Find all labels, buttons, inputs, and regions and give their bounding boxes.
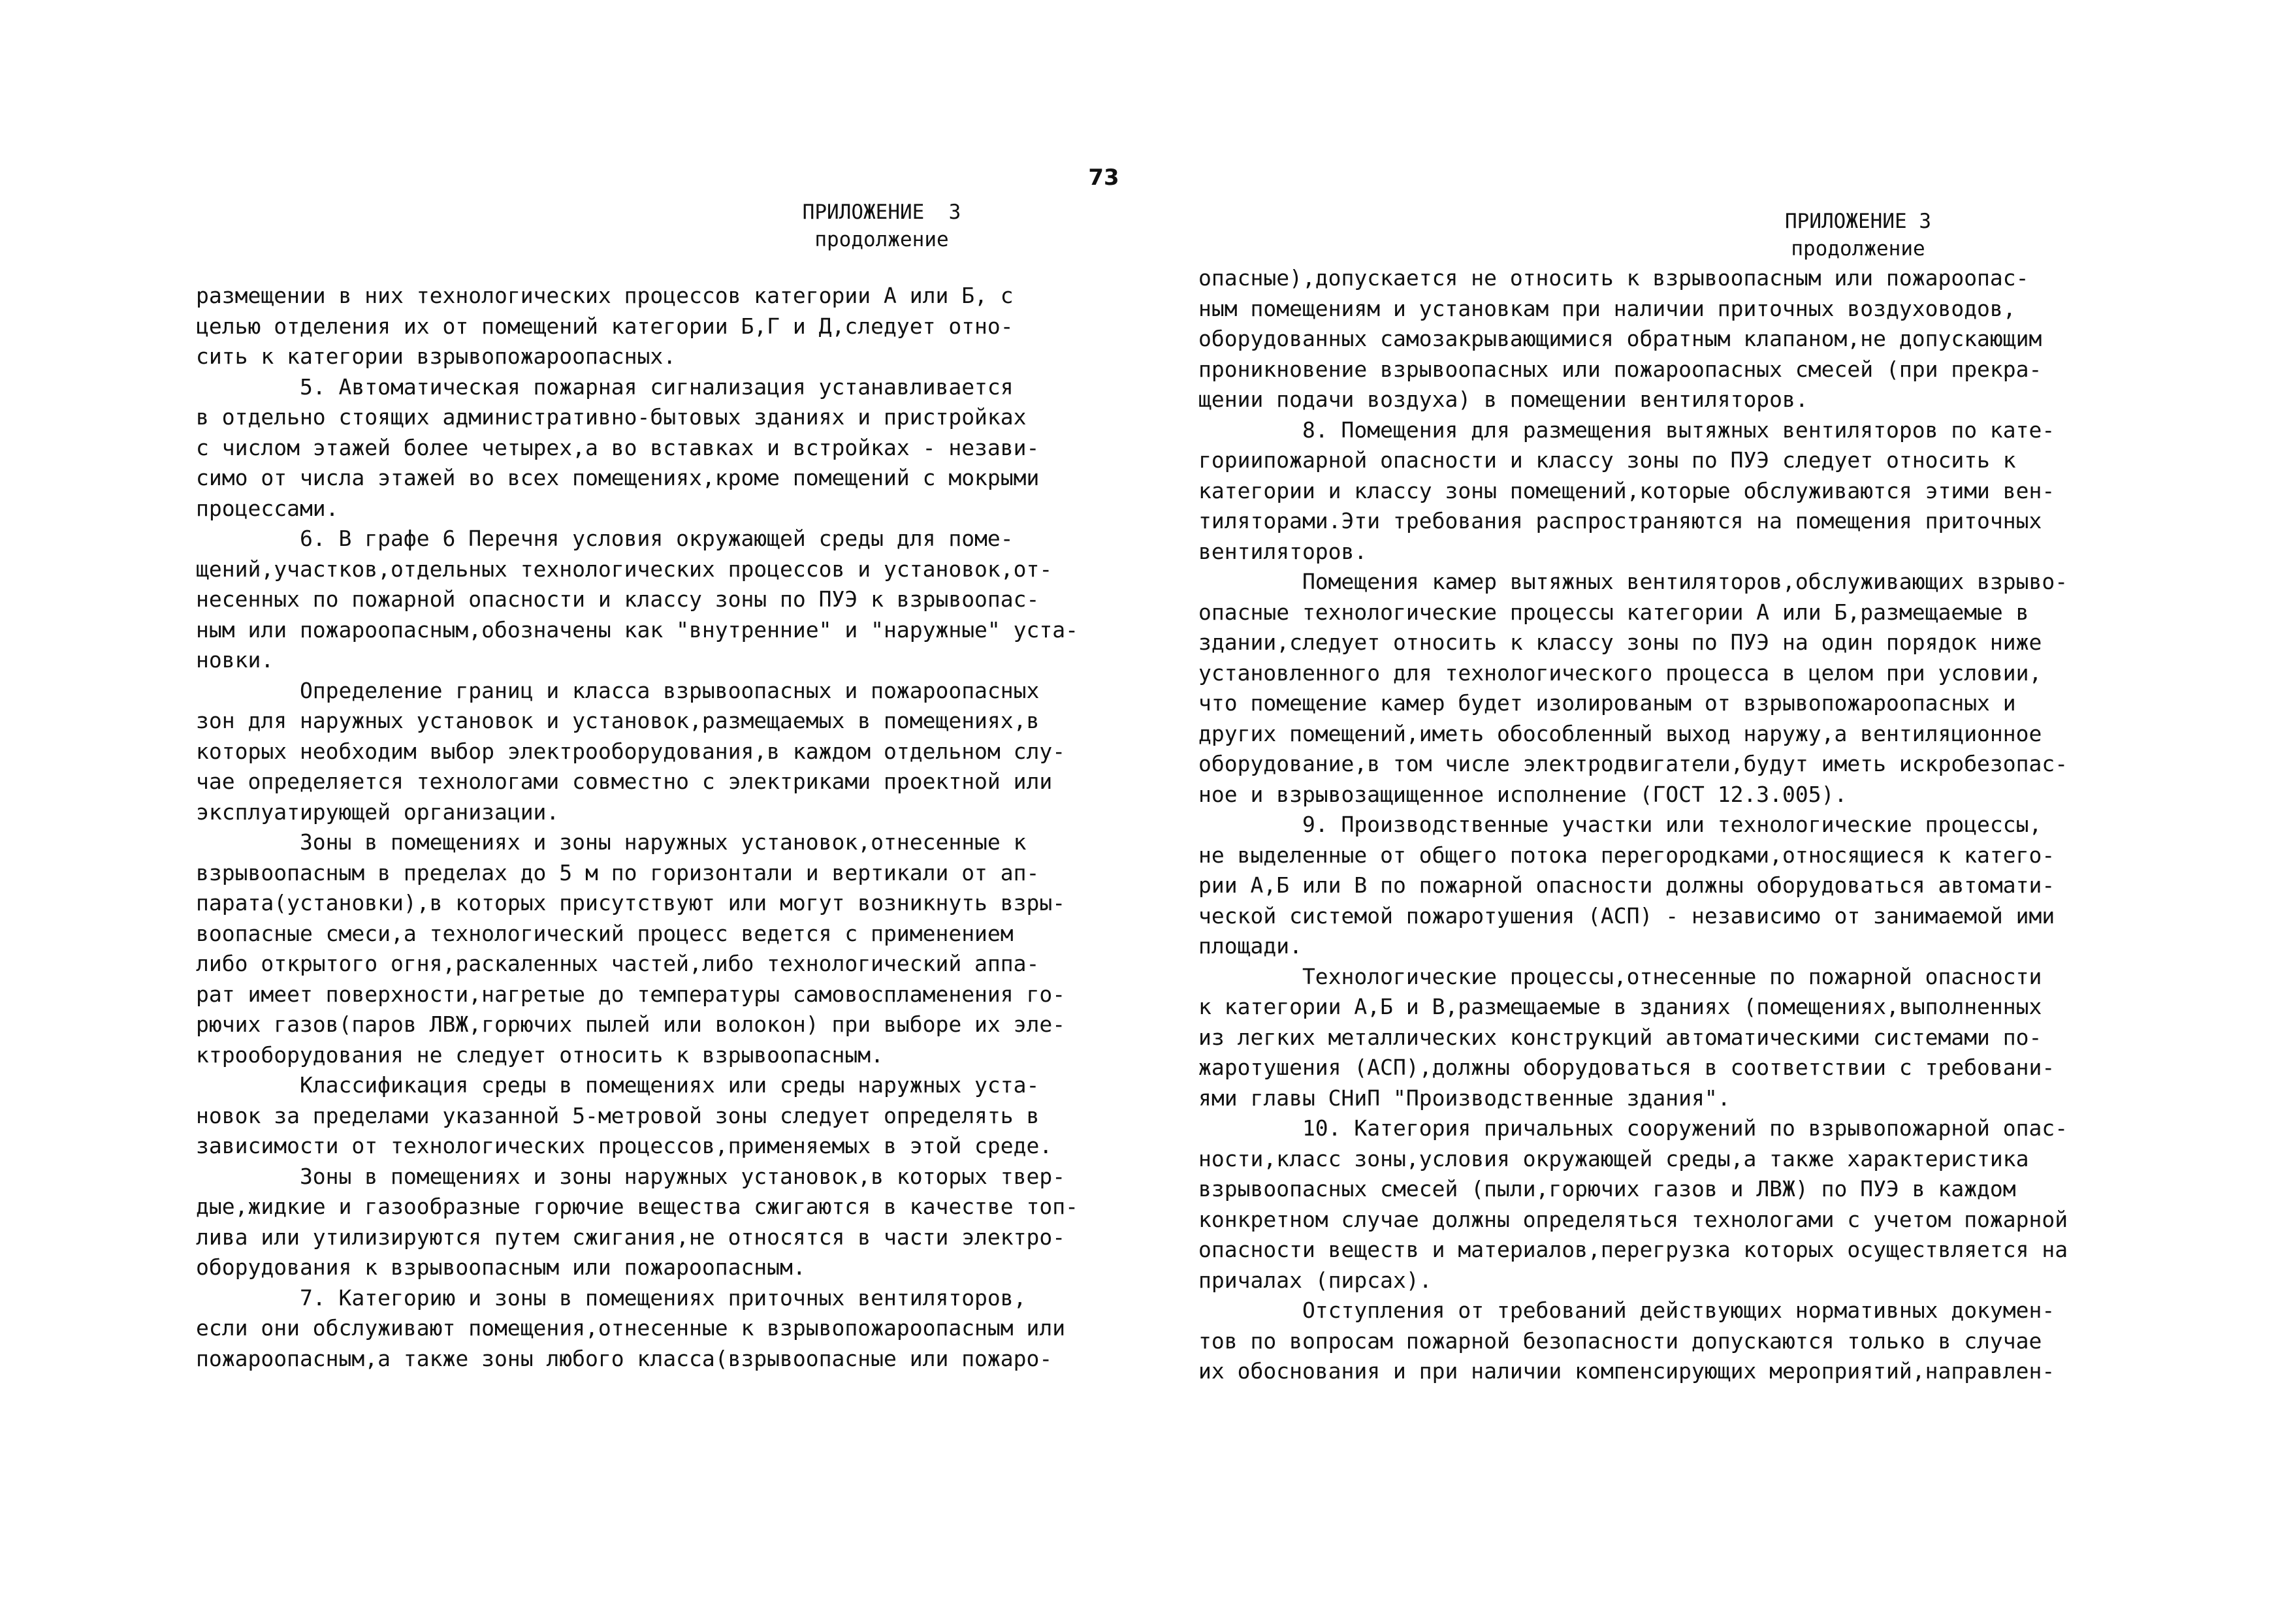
text-line: 7. Категорию и зоны в помещениях приточных вентиляторов,	[196, 1284, 1027, 1311]
text-line: дые,жидкие и газообразные горючие вещества сжигаются в качестве топ-	[196, 1194, 1079, 1219]
text-line: воопасные смеси,а технологический процесс ведется с применением	[196, 920, 1014, 946]
appendix-title: ПРИЛОЖЕНИЕ 3	[1785, 210, 1931, 233]
text-line: вентиляторов.	[1198, 538, 1368, 564]
text-line: Зоны в помещениях и зоны наружных установок,отнесенные к	[196, 829, 1027, 855]
text-line: щений,участков,отдельных технологических процессов и установок,от-	[196, 556, 1053, 582]
text-line: процессами.	[196, 495, 339, 521]
text-line: установленного для технологического процесса в целом при условии,	[1198, 660, 2042, 686]
text-line: несенных по пожарной опасности и классу зоны по ПУЭ к взрывоопас-	[196, 586, 1040, 612]
text-line: конкретном случае должны определяться технологами с учетом пожарной	[1198, 1206, 2068, 1232]
text-line: Технологические процессы,отнесенные по пожарной опасности	[1198, 963, 2042, 989]
text-line: тиляторами.Эти требования распространяются на помещения приточных	[1198, 508, 2042, 533]
text-line: лива или утилизируются путем сжигания,не относятся в части электро-	[196, 1224, 1066, 1250]
text-line: тов по вопросам пожарной безопасности допускаются только в случае	[1198, 1328, 2042, 1354]
text-line: целью отделения их от помещений категории Б,Г и Д,следует отно-	[196, 313, 1014, 339]
text-line: опасности веществ и материалов,перегрузка которых осуществляется на	[1198, 1237, 2068, 1262]
text-line: если они обслуживают помещения,отнесенные к взрывопожароопасным или	[196, 1315, 1066, 1341]
text-line: оборудование,в том числе электродвигатели,будут иметь искробезопас-	[1198, 751, 2068, 776]
text-line: 6. В графе 6 Перечня условия окружающей среды для поме-	[196, 526, 1014, 551]
text-line: парата(установки),в которых присутствуют или могут возникнуть взры-	[196, 890, 1066, 915]
text-line: из легких металлических конструкций автоматическими системами по-	[1198, 1024, 2042, 1050]
appendix-header	[1714, 208, 2002, 263]
text-line: новки.	[196, 647, 274, 673]
text-line: опасные),допускается не относить к взрывоопасным или пожароопас-	[1198, 265, 2029, 291]
appendix-continuation: продолжение	[814, 228, 949, 251]
appendix-continuation: продолжение	[1791, 237, 1925, 261]
text-line: рат имеет поверхности,нагретые до температуры самовоспламенения го-	[196, 981, 1066, 1007]
text-line: их обоснования и при наличии компенсирующих мероприятий,направлен-	[1198, 1358, 2055, 1384]
text-line: ности,класс зоны,условия окружающей среды,а также характеристика	[1198, 1145, 2029, 1171]
text-line: Классификация среды в помещениях или среды наружных уста-	[196, 1072, 1040, 1098]
text-line: опасные технологические процессы категории А или Б,размещаемые в	[1198, 599, 2029, 625]
text-line: взрывоопасным в пределах до 5 м по горизонтали и вертикали от ап-	[196, 859, 1040, 885]
text-line: пожароопасным,а также зоны любого класса(взрывоопасные или пожаро-	[196, 1345, 1053, 1371]
text-line: щении подачи воздуха) в помещении вентиляторов.	[1198, 387, 1808, 412]
text-line: взрывоопасных смесей (пыли,горючих газов и ЛВЖ) по ПУЭ в каждом	[1198, 1176, 2016, 1202]
text-line: что помещение камер будет изолированым от взрывопожароопасных и	[1198, 690, 2016, 716]
text-line: других помещений,иметь обособленный выход наружу,а вентиляционное	[1198, 720, 2042, 746]
appendix-header	[738, 199, 1025, 253]
text-line: не выделенные от общего потока перегородками,относящиеся к катего-	[1198, 842, 2055, 868]
text-line: рючих газов(паров ЛВЖ,горючих пылей или волокон) при выборе их эле-	[196, 1011, 1066, 1037]
text-line: которых необходим выбор электрооборудования,в каждом отдельном слу-	[196, 738, 1066, 764]
text-line: симо от числа этажей во всех помещениях,кроме помещений с мокрыми	[196, 465, 1040, 490]
appendix-title: ПРИЛОЖЕНИЕ 3	[802, 200, 961, 224]
text-line: 9. Производственные участки или технологические процессы,	[1198, 812, 2042, 837]
text-line: размещении в них технологических процессов категории А или Б, с	[196, 283, 1014, 308]
text-line: оборудованных самозакрывающимися обратным клапаном,не допускающим	[1198, 326, 2042, 351]
text-line: ктрооборудования не следует относить к взрывоопасным.	[196, 1042, 884, 1068]
text-line: с числом этажей более четырех,а во вставках и встройках - незави-	[196, 434, 1040, 460]
text-line: зон для наружных установок и установок,размещаемых в помещениях,в	[196, 708, 1040, 733]
text-line: ческой системой пожаротушения (АСП) - независимо от занимаемой ими	[1198, 902, 2055, 929]
text-line: чае определяется технологами совместно с электриками проектной или	[196, 769, 1053, 794]
text-line: здании,следует относить к классу зоны по ПУЭ на один порядок ниже	[1198, 629, 2042, 655]
text-line: Помещения камер вытяжных вентиляторов,обслуживающих взрыво-	[1198, 569, 2068, 594]
text-line: 10. Категория причальных сооружений по взрывопожарной опас-	[1198, 1115, 2068, 1141]
text-line: площади.	[1198, 933, 1302, 959]
text-line: ное и взрывозащищенное исполнение (ГОСТ 12.3.005).	[1198, 781, 1848, 807]
text-line: новок за пределами указанной 5-метровой зоны следует определять в	[196, 1102, 1040, 1128]
text-line: зависимости от технологических процессов,применяемых в этой среде.	[196, 1133, 1053, 1158]
text-line: жаротушения (АСП),должны оборудоваться в соответствии с требовани-	[1198, 1055, 2055, 1080]
text-line: Отступления от требований действующих нормативных докумен-	[1198, 1298, 2055, 1323]
text-line: 8. Помещения для размещения вытяжных вентиляторов по кате-	[1198, 417, 2055, 443]
text-line: ями главы СНиП "Производственные здания".	[1198, 1085, 1731, 1111]
body-text	[196, 281, 1084, 1374]
page-number: 73	[1088, 165, 1119, 191]
text-line: причалах (пирсах).	[1198, 1267, 1432, 1293]
text-line: гориипожарной опасности и классу зоны по ПУЭ следует относить к	[1198, 447, 2016, 473]
text-line: Зоны в помещениях и зоны наружных установок,в которых твер-	[196, 1163, 1066, 1189]
text-line: сить к категории взрывопожароопасных.	[196, 343, 677, 369]
text-line: оборудования к взрывоопасным или пожароопасным.	[196, 1254, 806, 1280]
text-line: ным или пожароопасным,обозначены как "внутренние" и "наружные" уста-	[196, 616, 1079, 643]
text-line: 5. Автоматическая пожарная сигнализация устанавливается	[196, 374, 1014, 400]
body-text	[1198, 263, 2087, 1387]
text-line: эксплуатирующей организации.	[196, 799, 560, 825]
text-line: ным помещениям и установкам при наличии приточных воздуховодов,	[1198, 295, 2016, 321]
text-line: в отдельно стоящих административно-бытовых зданиях и пристройках	[196, 404, 1027, 430]
text-line: рии А,Б или В по пожарной опасности должны оборудоваться автомати-	[1198, 872, 2055, 898]
text-line: проникновение взрывоопасных или пожароопасных смесей (при прекра-	[1198, 356, 2042, 382]
text-line: к категории А,Б и В,размещаемые в зданиях (помещениях,выполненных	[1198, 994, 2042, 1019]
text-line: категории и классу зоны помещений,которые обслуживаются этими вен-	[1198, 477, 2055, 503]
text-line: либо открытого огня,раскаленных частей,либо технологический аппа-	[196, 951, 1040, 976]
text-line: Определение границ и класса взрывоопасных и пожароопасных	[196, 677, 1040, 703]
